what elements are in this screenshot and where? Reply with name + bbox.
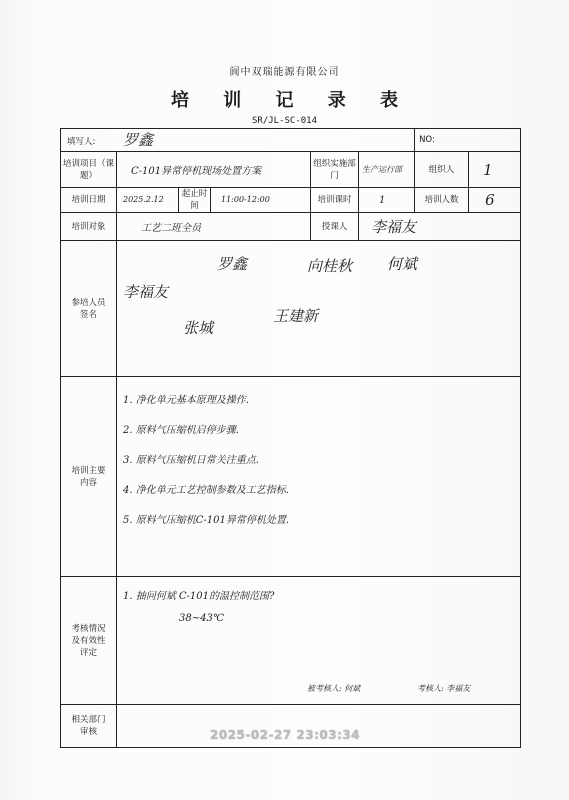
content-label: 培训主要内容	[61, 377, 117, 577]
participant-signature: 李福友	[123, 283, 169, 301]
training-record-table	[60, 128, 521, 748]
lecturer-label: 授课人	[311, 213, 359, 241]
organizer-label: 组织人	[415, 152, 469, 188]
topic-cell	[117, 152, 311, 188]
content-item: 2. 原料气压缩机启停步骤.	[123, 425, 239, 436]
content-item: 5. 原料气压缩机C-101异常停机处置.	[123, 515, 290, 526]
participants-label: 参培人员签名	[61, 241, 117, 377]
org-dept-cell	[359, 152, 415, 188]
hours-label: 培训课时	[311, 188, 359, 213]
examiner-signature: 考核人: 李福友	[417, 684, 471, 693]
participants-cell	[117, 241, 521, 377]
organizer-value: 1	[483, 160, 493, 179]
participant-signature: 罗鑫	[217, 255, 248, 273]
time-cell	[211, 188, 311, 213]
examinee-signature: 被考核人: 何斌	[307, 684, 361, 693]
lecturer-signature: 李福友	[371, 218, 417, 236]
filler-cell	[61, 129, 415, 152]
review-label: 相关部门审核	[61, 705, 117, 748]
company-name: 阆中双瑞能源有限公司	[229, 67, 340, 78]
content-item: 1. 净化单元基本原理及操作.	[123, 395, 249, 406]
filler-signature: 罗鑫	[123, 131, 154, 149]
time-value: 11:00-12:00	[221, 195, 270, 204]
org-dept-value: 生产运行部	[362, 165, 402, 174]
no-label: NO:	[419, 135, 435, 145]
assessment-cell	[117, 577, 521, 705]
participant-signature: 张城	[183, 319, 214, 337]
filler-label: 填写人:	[67, 137, 96, 147]
topic-value: C-101异常停机现场处置方案	[131, 166, 262, 177]
no-cell	[415, 129, 521, 152]
participant-signature: 向桂秋	[307, 257, 353, 275]
content-item: 4. 净化单元工艺控制参数及工艺指标.	[123, 485, 289, 496]
hours-value: 1	[379, 194, 386, 206]
assessment-question: 1. 抽问何斌 C-101的温控制范围?	[123, 591, 275, 602]
date-value: 2025.2.12	[123, 195, 164, 204]
org-dept-label: 组织实施部门	[311, 152, 359, 188]
assessment-label: 考核情况及有效性评定	[61, 577, 117, 705]
content-cell	[117, 377, 521, 577]
timestamp-watermark: 2025-02-27 23:03:34	[210, 728, 361, 742]
assessment-answer: 38~43℃	[179, 613, 225, 624]
topic-label: 培训项目（课题）	[61, 152, 117, 188]
count-value: 6	[485, 191, 495, 209]
participant-signature: 王建新	[273, 307, 319, 325]
target-label: 培训对象	[61, 213, 117, 241]
content-item: 3. 原料气压缩机日常关注重点.	[123, 455, 259, 466]
organizer-cell	[469, 152, 521, 188]
hours-cell	[359, 188, 415, 213]
date-cell	[117, 188, 179, 213]
target-cell	[117, 213, 311, 241]
date-label: 培训日期	[61, 188, 117, 213]
target-value: 工艺二班全员	[141, 223, 201, 234]
form-title: 培 训 记 录 表	[170, 90, 413, 111]
time-label: 起止时间	[179, 188, 211, 213]
lecturer-cell	[359, 213, 521, 241]
document-number: SR/JL-SC-014	[251, 116, 318, 126]
count-cell	[469, 188, 521, 213]
participant-signature: 何斌	[387, 255, 418, 273]
count-label: 培训人数	[415, 188, 469, 213]
